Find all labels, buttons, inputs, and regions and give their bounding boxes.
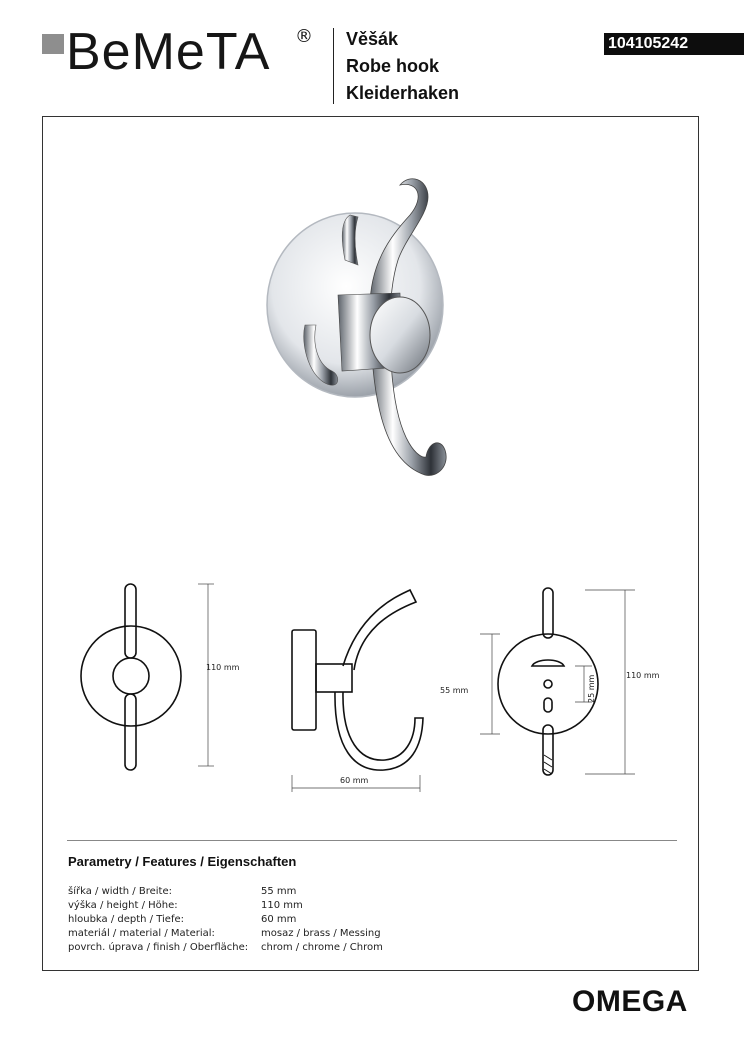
spec-value-width: 55 mm bbox=[261, 886, 297, 897]
back-view-drawing bbox=[498, 588, 598, 775]
brand-logo: BeMeTA bbox=[66, 23, 271, 81]
registered-mark: ® bbox=[295, 26, 313, 47]
spec-value-finish: chrom / chrome / Chrom bbox=[261, 942, 383, 953]
product-photo bbox=[250, 175, 470, 495]
logo-square bbox=[42, 34, 64, 54]
side-view-drawing bbox=[292, 590, 423, 770]
front-height-label: 110 mm bbox=[206, 663, 240, 672]
spec-value-depth: 60 mm bbox=[261, 914, 297, 925]
spec-label-finish: povrch. úprava / finish / Oberfläche: bbox=[68, 942, 249, 953]
features-divider bbox=[67, 840, 677, 841]
back-width-label: 55 mm bbox=[440, 686, 469, 695]
spec-label-material: materiál / material / Material: bbox=[68, 928, 215, 939]
product-code-badge: 104105242 bbox=[604, 33, 744, 55]
back-hole-spacing-label: 25 mm bbox=[587, 674, 596, 703]
front-view-drawing bbox=[81, 584, 181, 770]
title-czech: Věšák bbox=[346, 29, 399, 49]
spec-value-height: 110 mm bbox=[261, 900, 303, 911]
back-height-label: 110 mm bbox=[626, 671, 660, 680]
title-german: Kleiderhaken bbox=[346, 83, 460, 103]
series-name: OMEGA bbox=[572, 985, 688, 1018]
spec-value-material: mosaz / brass / Messing bbox=[261, 928, 381, 939]
back-dimension-lines bbox=[480, 590, 635, 774]
features-title: Parametry / Features / Eigenschaften bbox=[68, 854, 297, 869]
spec-label-height: výška / height / Höhe: bbox=[68, 900, 178, 911]
technical-drawings bbox=[60, 570, 680, 800]
spec-label-depth: hloubka / depth / Tiefe: bbox=[68, 914, 184, 925]
side-depth-label: 60 mm bbox=[340, 776, 369, 785]
title-english: Robe hook bbox=[346, 56, 439, 76]
front-dimension-lines bbox=[198, 584, 214, 766]
spec-label-width: šířka / width / Breite: bbox=[68, 886, 172, 897]
header-divider bbox=[333, 28, 334, 104]
